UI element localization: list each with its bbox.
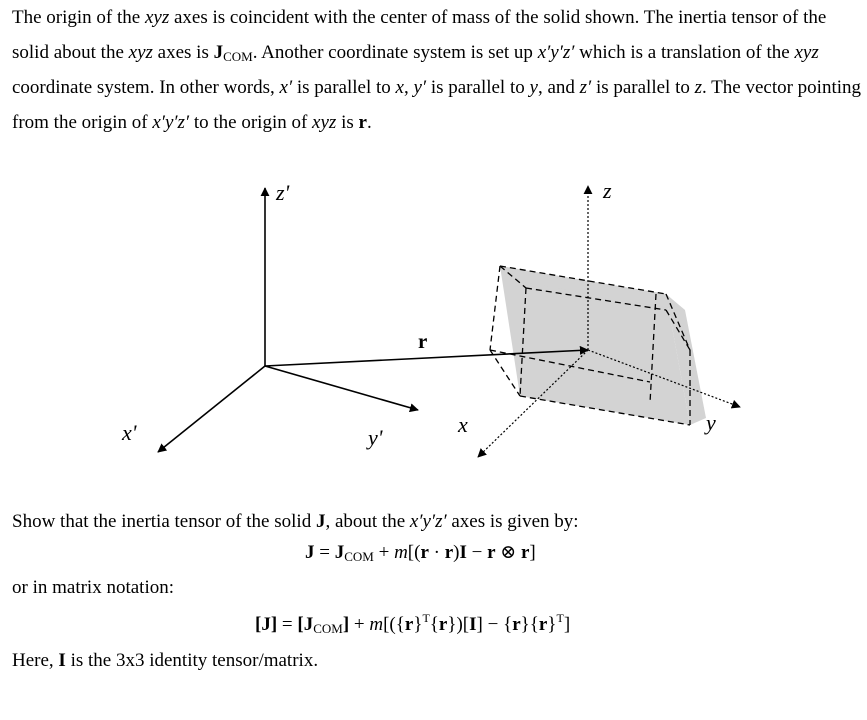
intro-math: xyz <box>312 112 337 133</box>
x-prime-label: x' <box>122 420 137 445</box>
eq1-otimes: ⊗ <box>495 542 521 563</box>
intro-paragraph <box>12 0 862 140</box>
eq2-bracket: [({ <box>383 614 405 635</box>
x-label: x <box>458 412 468 437</box>
eq1-bracket: [( <box>407 542 421 563</box>
intro-text: . <box>366 112 372 133</box>
intro-text: . Another coordinate system is set up <box>252 42 538 63</box>
eq1-minus: − <box>466 542 488 563</box>
intro-math: xyz <box>144 7 170 28</box>
intro-math: z′ <box>579 77 592 98</box>
eq1-r: r <box>487 542 496 563</box>
intro-text: which is a translation of the <box>574 42 795 63</box>
eq1-m: m <box>394 542 408 563</box>
intro-text: is parallel to <box>426 77 530 98</box>
eq2-transpose: T <box>422 611 430 625</box>
eq2-bracket: ] <box>563 614 571 635</box>
r-label: r <box>418 329 428 353</box>
eq1-plus: + <box>373 542 395 563</box>
eq2-r: r <box>404 614 414 635</box>
intro-text: , and <box>537 77 580 98</box>
eq1-I: I <box>459 542 467 563</box>
eq1-bracket: ] <box>529 542 536 563</box>
eq2-r: r <box>538 614 548 635</box>
z-label: z <box>603 178 612 203</box>
intro-math: y <box>529 77 538 98</box>
intro-math: J <box>213 42 224 63</box>
intro-math: x′ <box>279 77 293 98</box>
coordinate-figure <box>0 160 867 480</box>
eq2-bracket: ] − { <box>476 614 513 635</box>
eq2-bracket: { <box>429 614 439 635</box>
eq1-r: r <box>444 542 454 563</box>
intro-text: The origin of the <box>12 7 145 28</box>
intro-text: , <box>403 77 414 98</box>
eq2-transpose: T <box>556 611 564 625</box>
intro-math: x′y′z′ <box>152 112 190 133</box>
eq2-bracket: })[ <box>447 614 470 635</box>
intro-text: coordinate system. In other words, <box>12 77 280 98</box>
matrix-notation-intro: or in matrix notation: <box>12 577 175 598</box>
intro-math: r <box>358 112 367 133</box>
show-text: Show that the inertia tensor of the solid <box>12 511 316 532</box>
tensor-equation <box>305 541 536 564</box>
intro-math: y′ <box>413 77 427 98</box>
show-math: x′y′z′ <box>409 511 447 532</box>
y-label: y <box>706 410 716 435</box>
intro-text: is parallel to <box>591 77 695 98</box>
eq2-r: r <box>512 614 521 635</box>
eq2-I: I <box>469 614 477 635</box>
note-text: Here, <box>12 650 59 671</box>
intro-text: axes is coincident with the center of mass of the solid shown. The inertia tensor of the solid about the <box>12 7 827 63</box>
eq1-J: J <box>305 542 315 563</box>
y-prime-label: y' <box>368 425 383 450</box>
eq2-Jcom: [J <box>297 614 314 635</box>
eq2-bracket: ] <box>342 614 350 635</box>
eq2-bracket: } <box>547 614 557 635</box>
note-math: I <box>58 650 66 671</box>
show-math: J <box>315 511 326 532</box>
show-text: axes is given by: <box>446 511 579 532</box>
eq2-m: m <box>369 614 384 635</box>
intro-text: is parallel to <box>292 77 396 98</box>
note-text: is the 3x3 identity tensor/matrix. <box>65 650 319 671</box>
identity-note <box>12 643 862 678</box>
intro-text: . The vector pointing from the origin of <box>12 77 862 133</box>
eq2-r: r <box>438 614 448 635</box>
intro-math: xyz <box>128 42 153 63</box>
eq2-bracket: } <box>413 614 423 635</box>
intro-text: to the origin of <box>189 112 313 133</box>
y-prime-axis <box>265 366 418 410</box>
intro-math: xyz <box>794 42 819 63</box>
eq1-equals: = <box>314 542 335 563</box>
intro-math: x′y′z′ <box>537 42 575 63</box>
show-text: , about the <box>325 511 410 532</box>
eq1-r: r <box>420 542 429 563</box>
intro-math: x <box>395 77 404 98</box>
intro-text: is <box>336 112 359 133</box>
x-prime-axis <box>158 366 265 452</box>
eq1-r: r <box>520 542 530 563</box>
eq2-plus: + <box>349 614 370 635</box>
show-statement <box>12 504 862 539</box>
eq1-Jcom: J <box>334 542 345 563</box>
eq1-com-subscript: COM <box>344 549 374 564</box>
intro-text: axes is <box>152 42 214 63</box>
eq2-com-subscript: COM <box>313 621 343 636</box>
matrix-equation <box>255 611 571 636</box>
eq2-bracket: }{ <box>520 614 539 635</box>
eq2-equals: = <box>277 614 298 635</box>
z-prime-label: z' <box>276 180 290 205</box>
eq2-lhs: [J] <box>255 614 278 635</box>
intro-subscript: COM <box>223 49 253 64</box>
eq1-dot: · <box>428 542 445 563</box>
intro-math: z <box>694 77 703 98</box>
eq1-bracket: ) <box>453 542 460 563</box>
